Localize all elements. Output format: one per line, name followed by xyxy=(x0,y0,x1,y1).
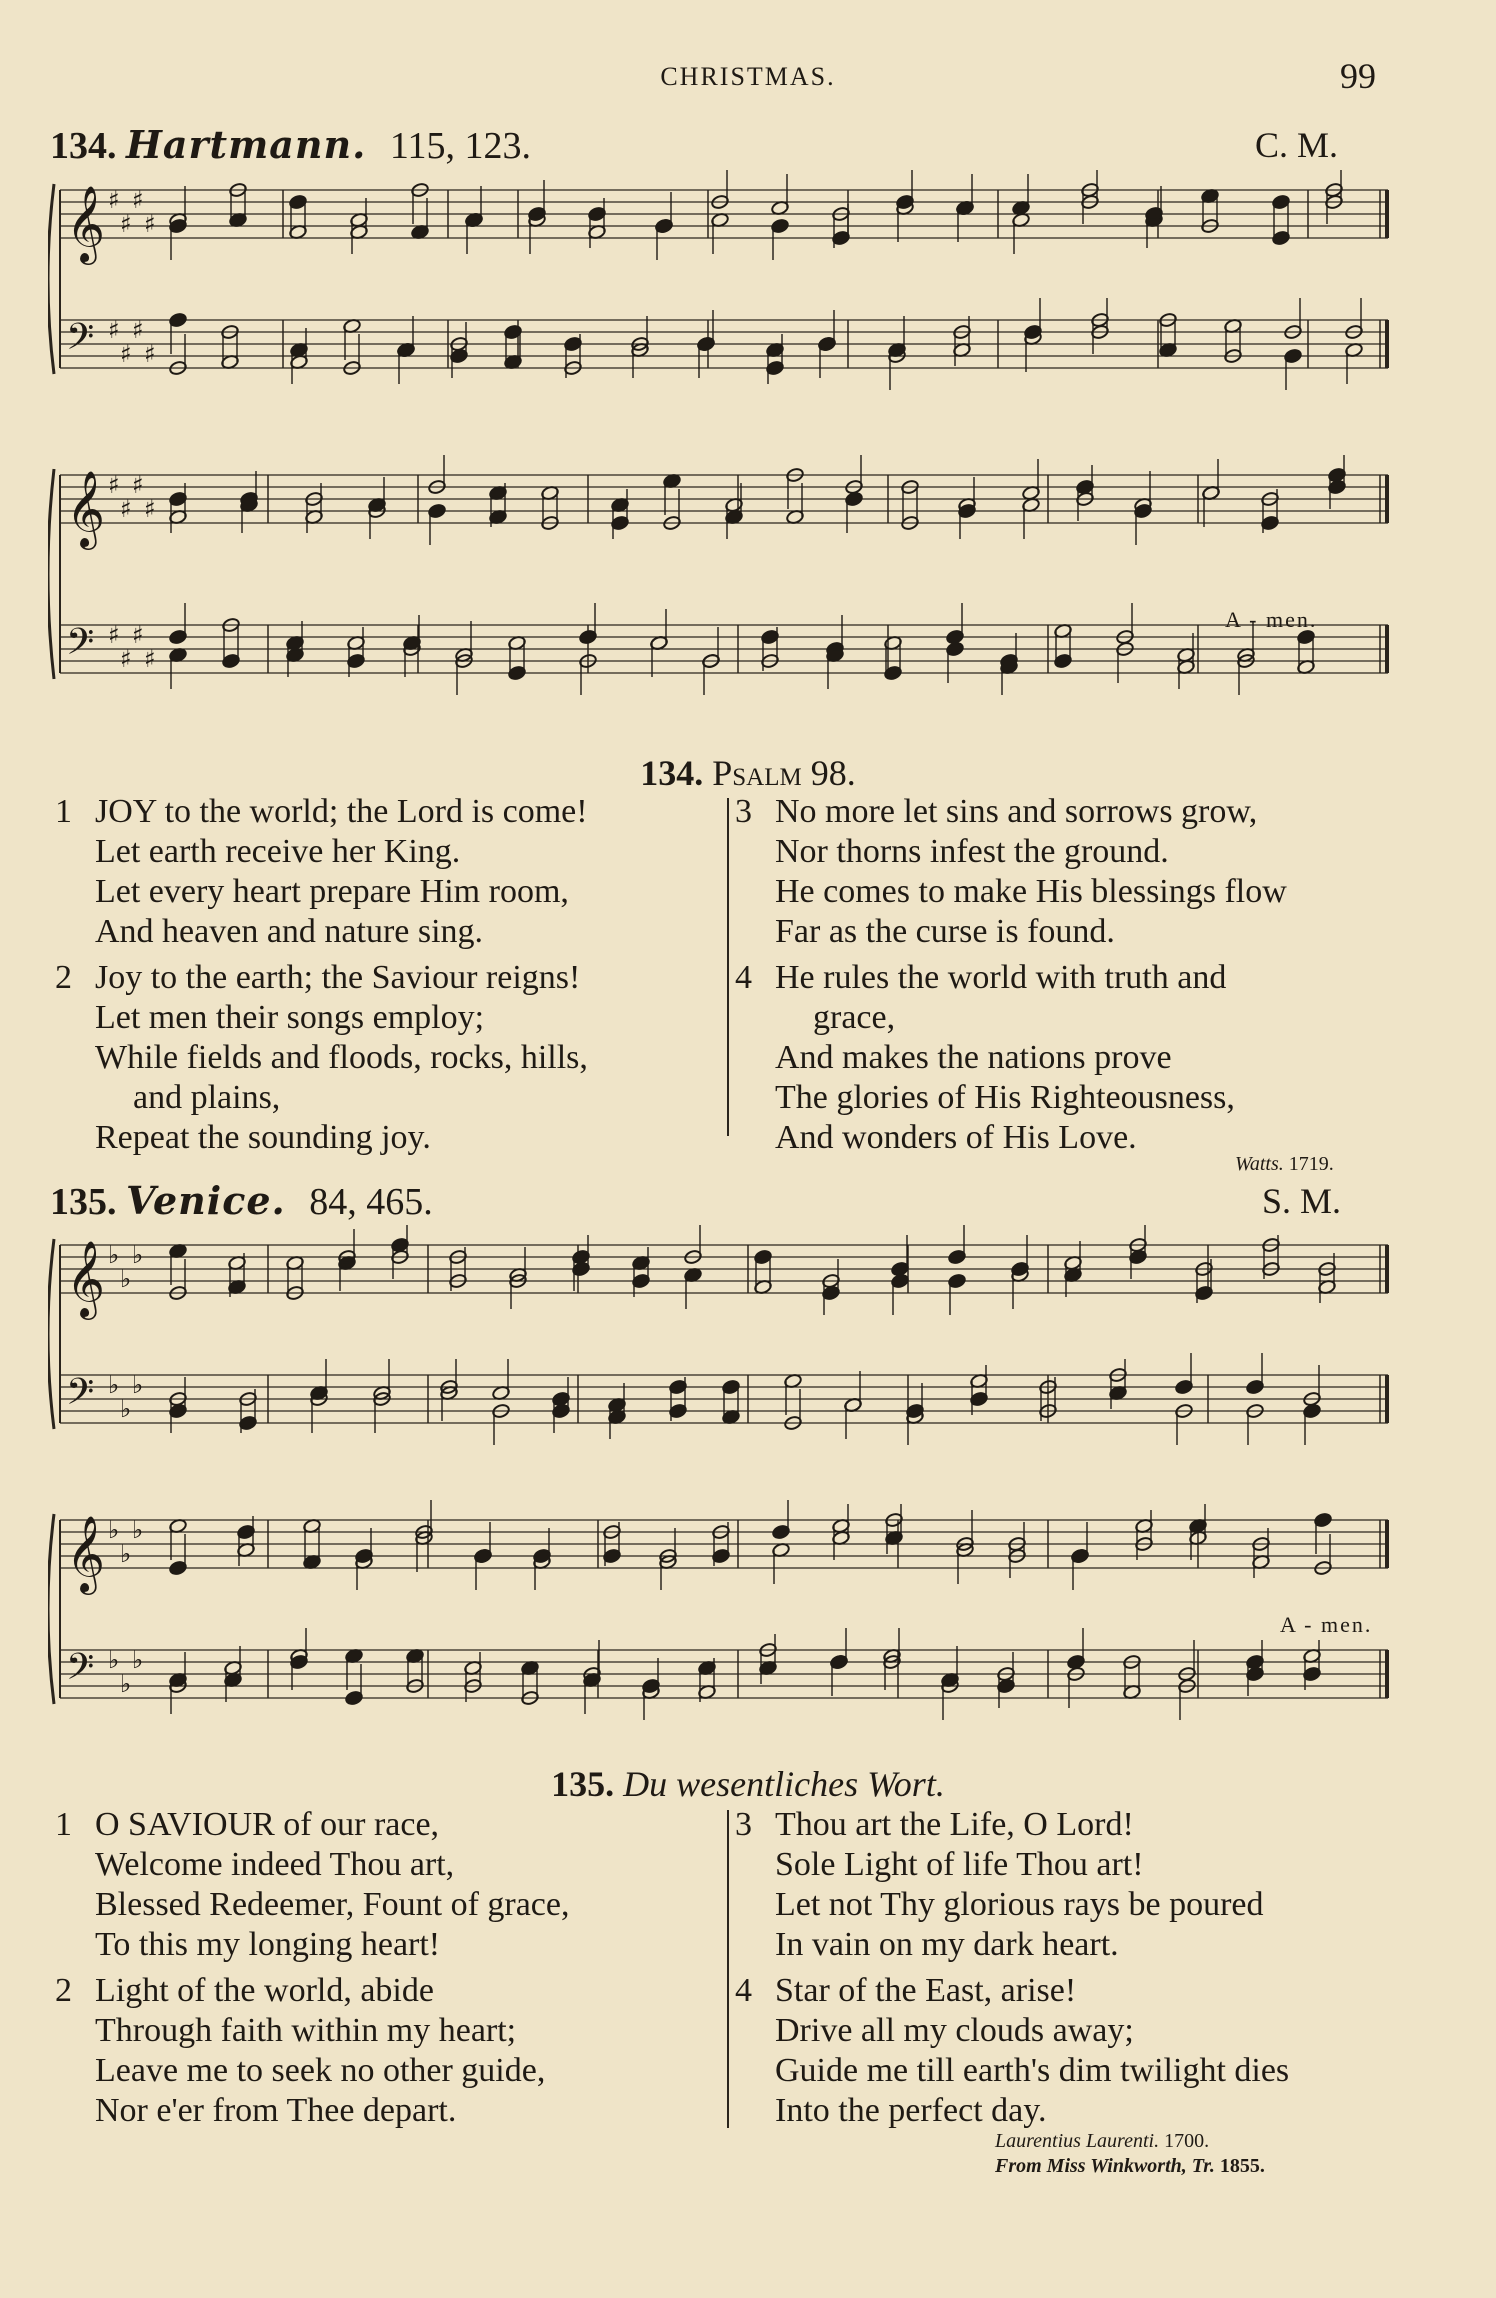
tune-134-amen: A - men. xyxy=(1225,607,1318,632)
hymn-134-verses-left xyxy=(55,792,588,1164)
tune-134-meter: C. M. xyxy=(1255,125,1339,165)
key-signature-icon: ♯ xyxy=(120,645,132,673)
key-signature-icon: ♯ xyxy=(144,340,156,368)
key-signature-icon: ♭ xyxy=(120,1540,132,1568)
tune-135-meter: S. M. xyxy=(1262,1181,1342,1221)
treble-staff xyxy=(60,1225,1388,1320)
treble-clef-icon: 𝄞 xyxy=(66,470,106,547)
bass-clef-icon: 𝄢 xyxy=(66,621,95,672)
tune-134-number: 134. xyxy=(50,125,117,167)
verse: 2 Light of the world, abide Through faith within my heart; Leave me to seek no other guide, Nor e'er from Thee depart. xyxy=(55,1972,546,2129)
key-signature-icon: ♯ xyxy=(144,495,156,523)
key-signature-icon: ♭ xyxy=(108,1646,120,1674)
page-number: 99 xyxy=(1340,56,1376,96)
key-signature-icon: ♭ xyxy=(108,1516,120,1544)
key-signature-icon: ♭ xyxy=(132,1371,144,1399)
hymn-135-attribution: Laurentius Laurenti. 1700. xyxy=(995,2130,1210,2152)
hymn-134-title xyxy=(0,752,1496,794)
key-signature-icon: ♯ xyxy=(144,645,156,673)
hymn-135-translator: From Miss Winkworth, Tr. 1855. xyxy=(995,2155,1265,2177)
verse: 3 No more let sins and sorrows grow, Nor thorns infest the ground. He comes to make His blessings flow Far as the curse is found. xyxy=(735,793,1287,950)
key-signature-icon: ♭ xyxy=(120,1670,132,1698)
hymn-134-number: 134. xyxy=(640,753,704,793)
treble-staff xyxy=(60,455,1388,550)
hymn-135-verses-left xyxy=(55,1805,570,2137)
verse: 1 JOY to the world; the Lord is come! Let earth receive her King. Let every heart prepare Him room, And heaven and nature sing. xyxy=(55,793,588,950)
hymn-135-german-title: Du wesentliches Wort. xyxy=(623,1764,945,1804)
key-signature-icon: ♯ xyxy=(132,316,144,344)
hymn-135-title xyxy=(0,1763,1496,1805)
key-signature-icon: ♭ xyxy=(132,1516,144,1544)
key-signature-icon: ♭ xyxy=(120,1395,132,1423)
key-signature-icon: ♯ xyxy=(132,186,144,214)
bass-staff xyxy=(60,1628,1388,1720)
brace xyxy=(48,469,54,679)
bass-clef-icon: 𝄢 xyxy=(66,1646,95,1697)
key-signature-icon: ♯ xyxy=(108,186,120,214)
key-signature-icon: ♯ xyxy=(108,621,120,649)
bass-clef-icon: 𝄢 xyxy=(66,316,95,367)
verse: 3 Thou art the Life, O Lord! Sole Light of life Thou art! Let not Thy glorious rays be poured In vain on my dark heart. xyxy=(735,1806,1264,1963)
hymn-134-psalm: Psalm 98. xyxy=(712,753,856,793)
key-signature-icon: ♭ xyxy=(108,1371,120,1399)
key-signature-icon: ♯ xyxy=(132,621,144,649)
verse: 1 O SAVIOUR of our race, Welcome indeed Thou art, Blessed Redeemer, Fount of grace, To this my longing heart! xyxy=(55,1806,570,1963)
brace xyxy=(48,1239,54,1429)
key-signature-icon: ♭ xyxy=(108,1241,120,1269)
key-signature-icon: ♭ xyxy=(120,1265,132,1293)
tune-134-system-2 xyxy=(48,455,1398,735)
bass-staff xyxy=(60,1353,1388,1445)
treble-clef-icon: 𝄞 xyxy=(66,1240,106,1317)
key-signature-icon: ♯ xyxy=(120,210,132,238)
column-divider xyxy=(727,1810,729,2128)
tune-135-system-1 xyxy=(48,1225,1398,1490)
key-signature-icon: ♭ xyxy=(132,1241,144,1269)
verse: 4 He rules the world with truth and grace, And makes the nations prove The glories of His Righteousness, And wonders of His Love. xyxy=(735,959,1235,1156)
key-signature-icon: ♯ xyxy=(108,316,120,344)
key-signature-icon: ♯ xyxy=(120,340,132,368)
key-signature-icon: ♯ xyxy=(108,471,120,499)
tune-134-system-1 xyxy=(48,170,1398,440)
tune-134-heading xyxy=(50,122,531,168)
tune-135-heading xyxy=(50,1178,433,1224)
bass-clef-icon: 𝄢 xyxy=(66,1371,95,1422)
treble-staff xyxy=(60,1500,1388,1595)
hymn-134-verses-right xyxy=(735,792,1287,1164)
brace xyxy=(48,184,54,374)
hymn-134-attribution: Watts. 1719. xyxy=(1235,1153,1334,1175)
tune-135-amen: A - men. xyxy=(1280,1612,1373,1637)
verse: 4 Star of the East, arise! Drive all my clouds away; Guide me till earth's dim twilight dies Into the perfect day. xyxy=(735,1972,1290,2129)
key-signature-icon: ♯ xyxy=(144,210,156,238)
key-signature-icon: ♭ xyxy=(132,1646,144,1674)
key-signature-icon: ♯ xyxy=(132,471,144,499)
tune-134-refs: 115, 123. xyxy=(389,125,532,167)
bass-staff xyxy=(60,298,1388,390)
tune-135-number: 135. xyxy=(50,1181,117,1223)
key-signature-icon: ♯ xyxy=(120,495,132,523)
tune-135-system-2 xyxy=(48,1500,1398,1765)
treble-staff xyxy=(60,170,1388,265)
treble-clef-icon: 𝄞 xyxy=(66,185,106,262)
hymn-135-number: 135. xyxy=(551,1764,615,1804)
tune-134-name: Hartmann. xyxy=(126,122,367,167)
hymn-135-verses-right xyxy=(735,1805,1289,2137)
tune-135-refs: 84, 465. xyxy=(309,1181,433,1223)
brace xyxy=(48,1514,54,1704)
treble-clef-icon: 𝄞 xyxy=(66,1515,106,1592)
tune-135-name: Venice. xyxy=(126,1178,286,1223)
column-divider xyxy=(727,798,729,1136)
bass-staff xyxy=(60,603,1388,695)
running-head: CHRISTMAS. xyxy=(660,62,836,91)
verse: 2 Joy to the earth; the Saviour reigns! Let men their songs employ; While fields and floods, rocks, hills, and plains, Repeat the sounding joy. xyxy=(55,959,588,1156)
